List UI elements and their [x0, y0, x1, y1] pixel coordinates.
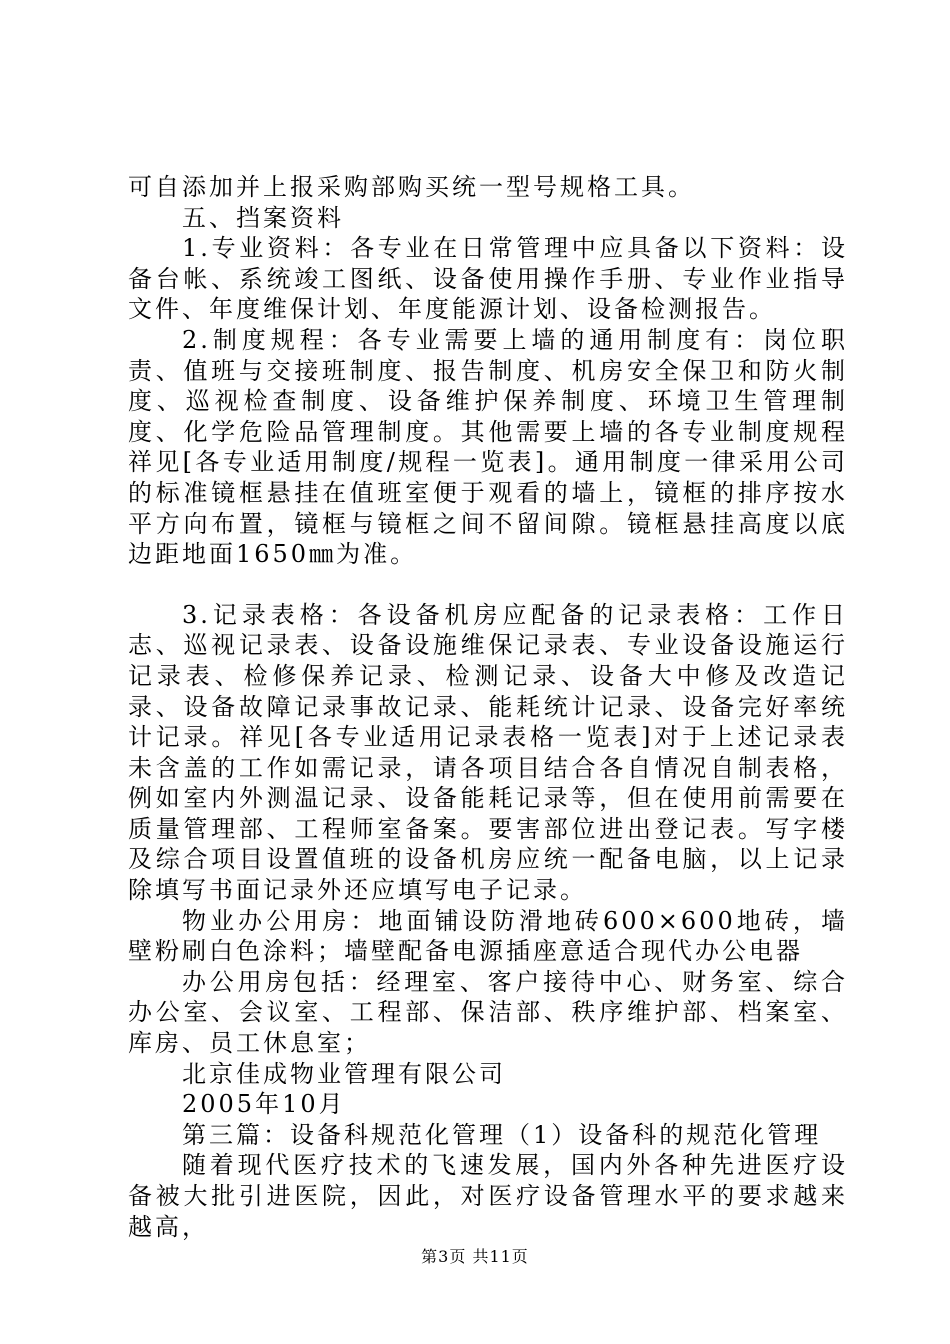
- chapter-heading: 第三篇：设备科规范化管理（1）设备科的规范化管理: [182, 1120, 822, 1149]
- document-body: [128, 172, 848, 1242]
- paragraph-rules-regulations: 2.制度规程：各专业需要上墙的通用制度有：岗位职责、值班与交接班制度、报告制度、机房安全保卫和防火制度、巡视检查制度、设备维护保养制度、环境卫生管理制度、化学危险品管理制度。其他需要上墙的各专业制度规程祥见[各专业适用制度/规程一览表]。通用制度一律采用公司的标准镜框悬挂在值班室便于观看的墙上，镜框的排序按水平方向布置，镜框与镜框之间不留间隙。镜框悬挂高度以底边距地面1650㎜为准。: [128, 325, 848, 569]
- paragraph-professional-materials: 1.专业资料：各专业在日常管理中应具备以下资料：设备台帐、系统竣工图纸、设备使用操作手册、专业作业指导文件、年度维保计划、年度能源计划、设备检测报告。: [128, 234, 848, 324]
- section-heading-archives: 五、挡案资料: [182, 203, 344, 232]
- paragraph-continuation: 可自添加并上报采购部购买统一型号规格工具。: [128, 173, 695, 201]
- company-name: 北京佳成物业管理有限公司: [182, 1059, 506, 1088]
- document-date: 2005年10月: [182, 1090, 346, 1119]
- paragraph-office-rooms: 物业办公用房：地面铺设防滑地砖600×600地砖，墙壁粉刷白色涂料；墙壁配备电源插座意适合现代办公电器: [128, 906, 848, 966]
- paragraph-office-rooms-list: 办公用房包括：经理室、客户接待中心、财务室、综合办公室、会议室、工程部、保洁部、秩序维护部、档案室、库房、员工休息室；: [128, 967, 848, 1058]
- paragraph-gap: [128, 570, 848, 600]
- paragraph-record-forms: 3.记录表格：各设备机房应配备的记录表格：工作日志、巡视记录表、设备设施维保记录表、专业设备设施运行记录表、检修保养记录、检测记录、设备大中修及改造记录、设备故障记录事故记录、能耗统计记录、设备完好率统计记录。祥见[各专业适用记录表格一览表]对于上述记录表未含盖的工作如需记录，请各项目结合各自情况自制表格，例如室内外测温记录、设备能耗记录等，但在使用前需要在质量管理部、工程师室备案。要害部位进出登记表。写字楼及综合项目设置值班的设备机房应统一配备电脑，以上记录除填写书面记录外还应填写电子记录。: [128, 600, 848, 905]
- page-number-footer: 第3页 共11页: [421, 1247, 529, 1266]
- paragraph-introduction: 随着现代医疗技术的飞速发展，国内外各种先进医疗设备被大批引进医院，因此，对医疗设备管理水平的要求越来越高，: [128, 1151, 848, 1241]
